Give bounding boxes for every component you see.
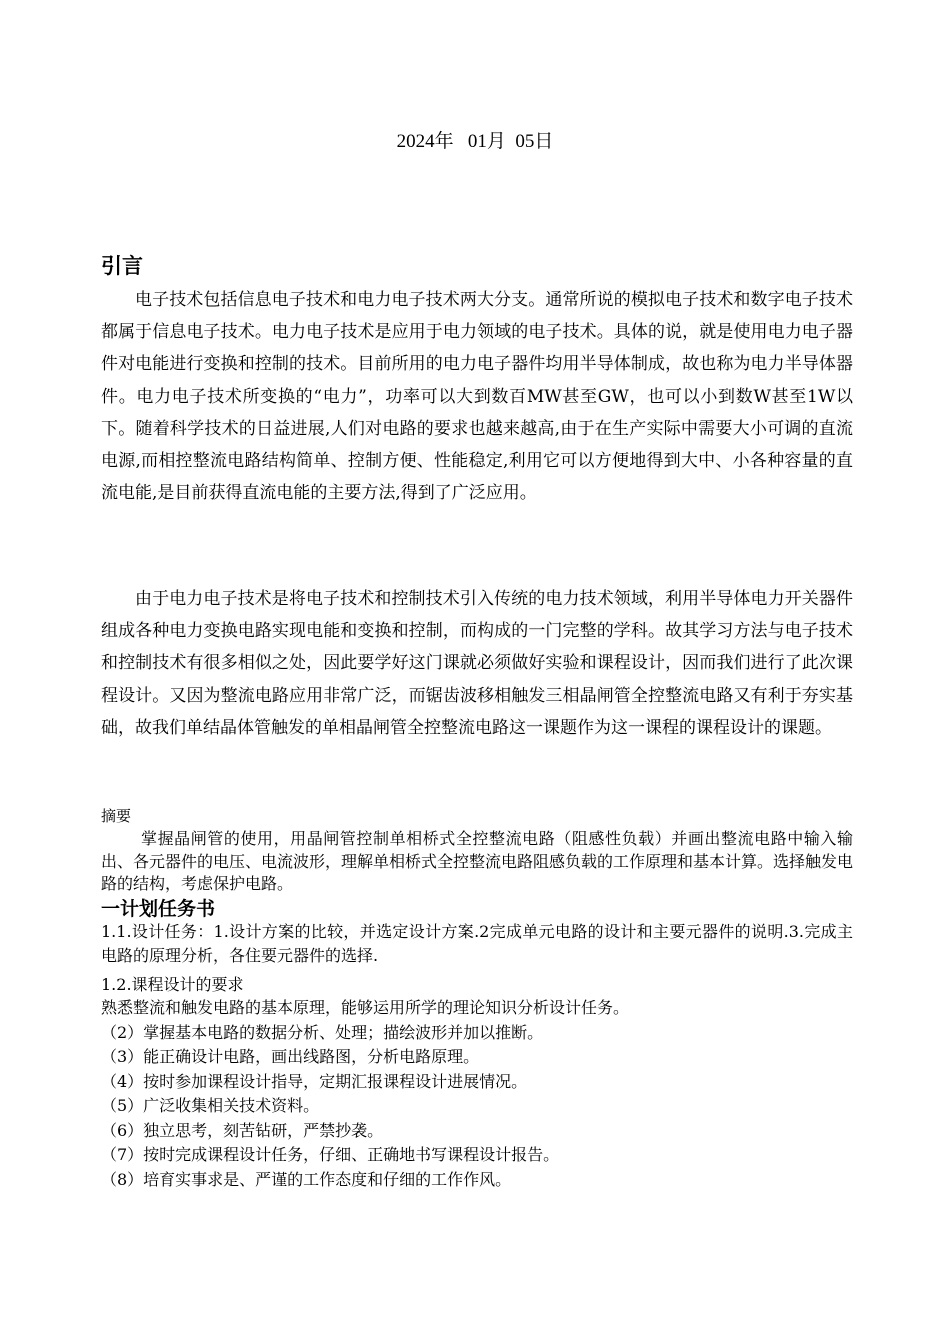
requirement-item: （7）按时完成课程设计任务，仔细、正确地书写课程设计报告。 [101, 1145, 560, 1164]
requirement-item: （5）广泛收集相关技术资料。 [101, 1096, 320, 1115]
requirement-item: （3）能正确设计电路，画出线路图，分析电路原理。 [101, 1047, 480, 1066]
requirements-title: 1.2.课程设计的要求 [101, 975, 244, 994]
abstract-label: 摘要 [101, 807, 132, 825]
document-date: 2024年 01月 05日 [396, 131, 554, 152]
plan-heading: 一计划任务书 [101, 898, 216, 920]
requirement-item: （6）独立思考，刻苦钻研，严禁抄袭。 [101, 1120, 384, 1140]
requirement-item: （2）掌握基本电路的数据分析、处理；描绘波形并加以推断。 [101, 1022, 544, 1042]
requirement-item: （4）按时参加课程设计指导，定期汇报课程设计进展情况。 [101, 1071, 528, 1091]
abstract-text: 掌握晶闸管的使用，用晶闸管控制单相桥式全控整流电路（阻感性负载）并画出整流电路中输入输出、各元器件的电压、电流波形，理解单相桥式全控整流电路阻感负载的工作原理和基本计算。选择触发电路的结构，考虑保护电路。 [101, 829, 854, 893]
intro-paragraph-2: 由于电力电子技术是将电子技术和控制技术引入传统的电力技术领域，利用半导体电力开关器件组成各种电力变换电路实现电能和变换和控制，而构成的一门完整的学科。故其学习方法与电子技术和控制技术有很多相似之处，因此要学好这门课就必须做好实验和课程设计，因而我们进行了此次课程设计。又因为整流电路应用非常广泛，而锯齿波移相触发三相晶闸管全控整流电路又有利于夯实基础，故我们单结晶体管触发的单相晶闸管全控整流电路这一课题作为这一课程的课程设计的课题。 [101, 589, 853, 738]
design-task-text: 1.1.设计任务：1.设计方案的比较，并选定设计方案.2完成单元电路的设计和主要元器件的说明.3.完成主电路的原理分析，各住要元器件的选择. [101, 922, 853, 965]
requirement-item: （8）培育实事求是、严谨的工作态度和仔细的工作作风。 [101, 1169, 512, 1189]
intro-paragraph-1: 电子技术包括信息电子技术和电力电子技术两大分支。通常所说的模拟电子技术和数字电子技术都属于信息电子技术。电力电子技术是应用于电力领域的电子技术。具体的说，就是使用电力电子器件对电能进行变换和控制的技术。目前所用的电力电子器件均用半导体制成，故也称为电力半导体器件。电力电子技术所变换的“电力”，功率可以大到数百MW甚至GW，也可以小到数W甚至1W以下。随着科学技术的日益进展,人们对电路的要求也越来越高,由于在生产实际中需要大小可调的直流电源,而相控整流电路结构简单、控制方便、性能稳定,利用它可以方便地得到大中、小各种容量的直流电能,是目前获得直流电能的主要方法,得到了广泛应用。 [101, 290, 853, 504]
intro-heading: 引言 [101, 254, 143, 278]
requirement-item: 熟悉整流和触发电路的基本原理，能够运用所学的理论知识分析设计任务。 [101, 998, 630, 1017]
requirements-list [101, 996, 861, 1192]
